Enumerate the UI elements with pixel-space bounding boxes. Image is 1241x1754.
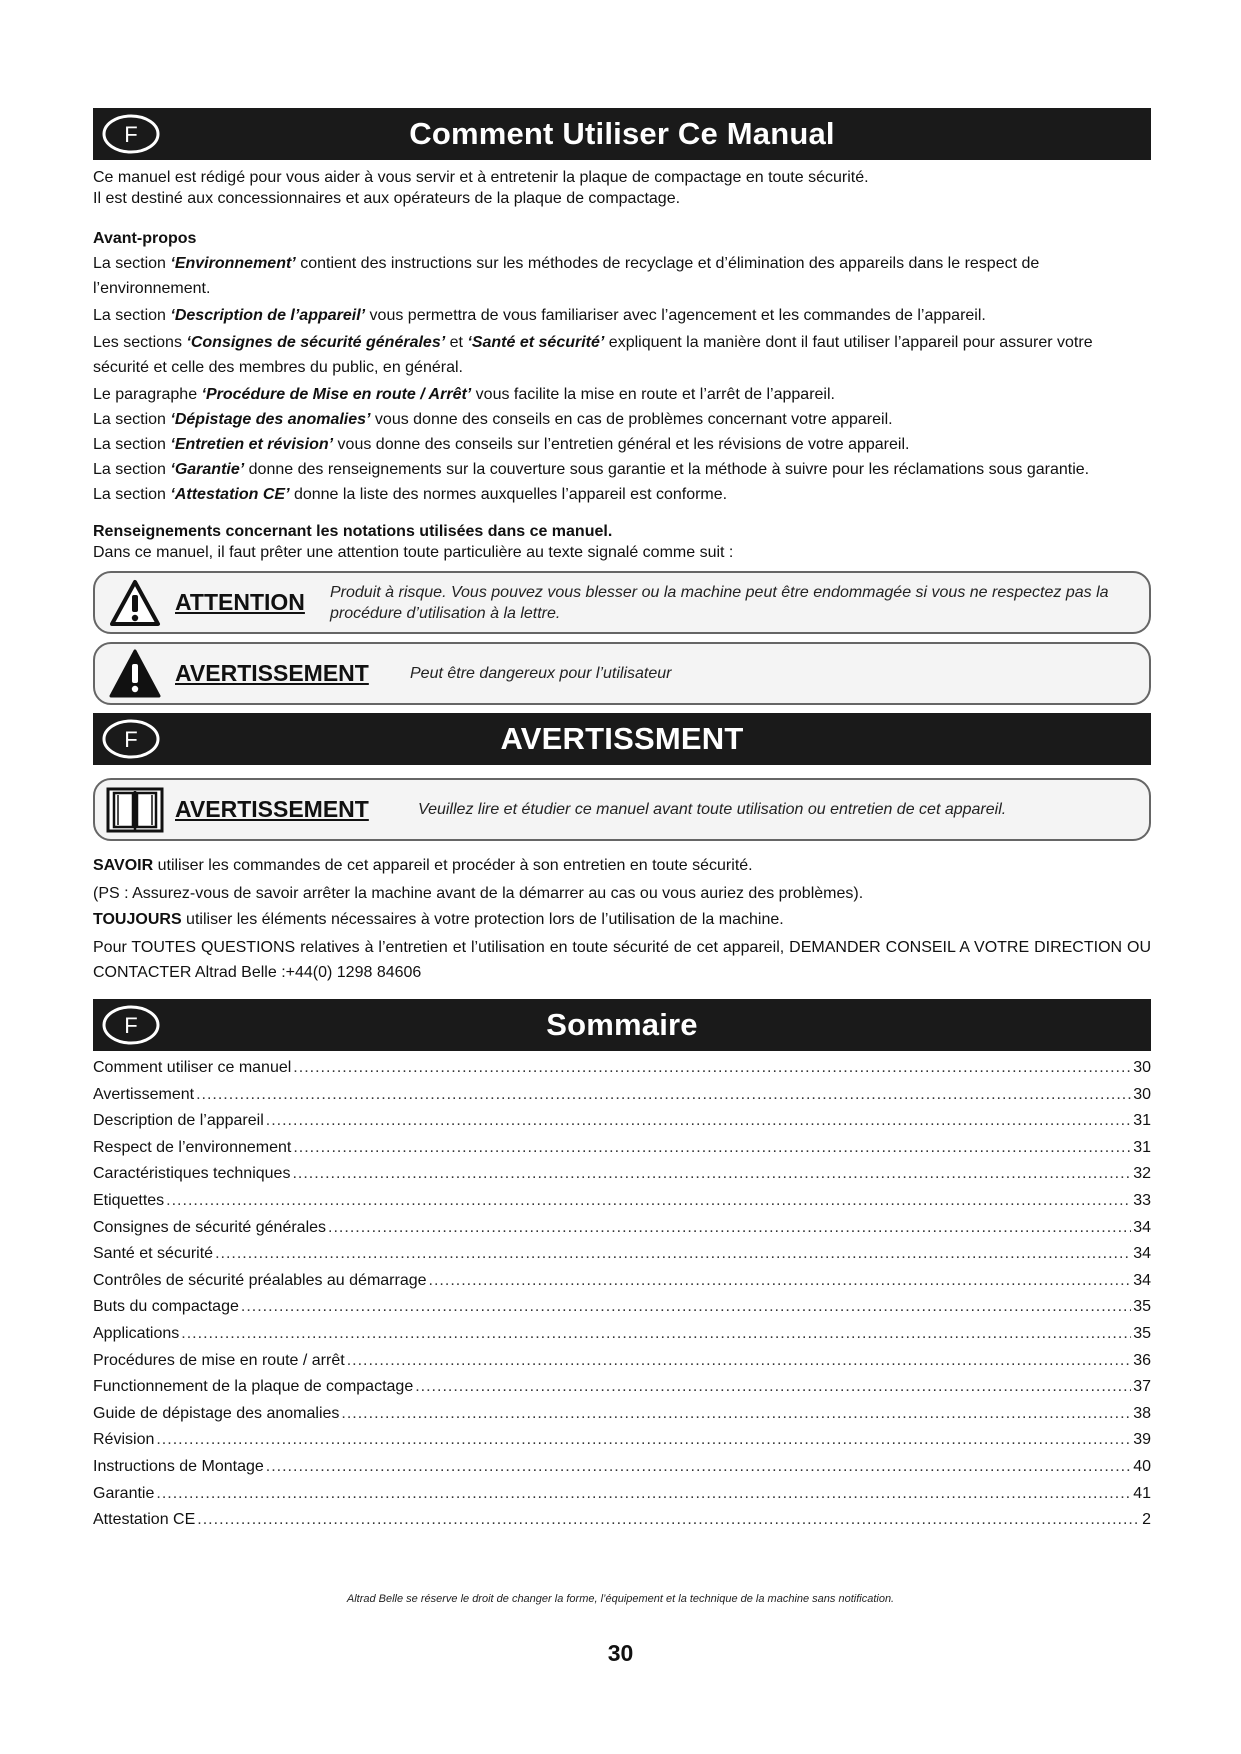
toc-entry-page: 30	[1133, 1059, 1151, 1076]
toc-entry-page: 36	[1133, 1351, 1151, 1369]
toc-entry[interactable]	[93, 1378, 1151, 1405]
toc-entry-page: 38	[1133, 1404, 1151, 1422]
warning-triangle-icon	[109, 649, 161, 699]
manual-page	[93, 108, 1151, 1538]
toc-leader-dots	[429, 1272, 1132, 1290]
intro-text: Ce manuel est rédigé pour vous aider à vous servir et à entretenir la plaque de compactage en toute sécurité. Il est destiné aux concessionnaires et aux opérateurs de la plaque de compactage.	[93, 169, 869, 207]
toc-leader-dots	[166, 1192, 1131, 1210]
notations-text: Dans ce manuel, il faut prêter une attention toute particulière au texte signalé comme suit :	[93, 544, 734, 561]
toc-entry-label: Avertissement	[93, 1085, 195, 1103]
toc-entry-label: Respect de l’environnement	[93, 1138, 292, 1156]
toc-entry[interactable]	[93, 1059, 1151, 1086]
footer-disclaimer: Altrad Belle se réserve le droit de changer la forme, l’équipement et la technique de la machine sans notification.	[346, 1593, 895, 1605]
foreword-item: Les sections ‘Consignes de sécurité générales’ et ‘Santé et sécurité’ expliquent la manière dont il faut utiliser l’appareil pour assurer votre sécurité et celle des membres du public, en général.	[93, 334, 1093, 376]
toc-entry-page: 40	[1133, 1457, 1151, 1475]
section-header-how-to-use	[93, 108, 1151, 160]
section-header-contents	[93, 999, 1151, 1051]
toc-leader-dots	[347, 1352, 1132, 1370]
toc-entry[interactable]	[93, 1325, 1151, 1352]
toc-entry-label: Functionnement de la plaque de compactage	[93, 1378, 414, 1396]
svg-text:F: F	[124, 122, 138, 147]
foreword-item: La section ‘Dépistage des anomalies’ vous donne des conseils en cas de problèmes concernant votre appareil.	[93, 411, 893, 428]
toc-entry-page: 35	[1133, 1324, 1151, 1342]
toc-entry-page: 31	[1133, 1112, 1151, 1130]
manual-warning-text: Veuillez lire et étudier ce manuel avant toute utilisation ou entretien de cet appareil.	[418, 801, 1007, 818]
toc-entry[interactable]	[93, 1112, 1151, 1139]
france-language-badge-icon	[101, 718, 161, 760]
toc-leader-dots	[215, 1245, 1131, 1263]
toc-entry[interactable]	[93, 1192, 1151, 1219]
attention-text: Produit à risque. Vous pouvez vous blesser ou la machine peut être endommagée si vous ne respectez pas la procédure d’utilisation à la lettre.	[330, 583, 1109, 622]
toc-leader-dots	[293, 1139, 1131, 1157]
table-of-contents	[93, 1059, 1151, 1538]
foreword-item: La section ‘Entretien et révision’ vous donne des conseils sur l’entretien général et les révisions de votre appareil.	[93, 436, 910, 453]
toc-entry[interactable]	[93, 1272, 1151, 1299]
toc-entry-label: Etiquettes	[93, 1191, 165, 1209]
toc-entry-page: 2	[1142, 1511, 1151, 1529]
toc-leader-dots	[415, 1378, 1131, 1396]
warning-text: Peut être dangereux pour l’utilisateur	[410, 665, 672, 682]
toc-entry-label: Santé et sécurité	[93, 1245, 214, 1263]
toc-leader-dots	[266, 1458, 1131, 1476]
section-title: Comment Utiliser Ce Manual	[409, 116, 835, 151]
foreword-item: La section ‘Description de l’appareil’ vous permettra de vous familiariser avec l’agencement et les commandes de l’appareil.	[93, 307, 986, 324]
manual-warning-label: AVERTISSEMENT	[175, 796, 369, 822]
toc-entry[interactable]	[93, 1219, 1151, 1246]
attention-label: ATTENTION	[175, 589, 305, 615]
toc-entry[interactable]	[93, 1405, 1151, 1432]
foreword-item: La section ‘Attestation CE’ donne la liste des normes auxquelles l’appareil est conforme.	[93, 486, 728, 503]
svg-text:F: F	[124, 1013, 138, 1038]
toc-entry-page: 39	[1133, 1431, 1151, 1449]
toc-entry-label: Garantie	[93, 1484, 155, 1502]
toc-entry-label: Description de l’appareil	[93, 1112, 264, 1130]
toc-entry-page: 37	[1133, 1378, 1151, 1396]
toc-entry-label: Attestation CE	[93, 1511, 196, 1529]
attention-notice	[93, 571, 1151, 634]
toc-entry-label: Comment utiliser ce manuel	[93, 1059, 292, 1076]
toc-entry-page: 41	[1133, 1484, 1151, 1502]
toc-leader-dots	[156, 1485, 1131, 1503]
toc-entry-label: Consignes de sécurité générales	[93, 1218, 327, 1236]
toc-entry-page: 30	[1133, 1085, 1151, 1103]
toc-leader-dots	[181, 1325, 1131, 1343]
svg-text:F: F	[124, 727, 138, 752]
toc-entry[interactable]	[93, 1086, 1151, 1113]
book-icon	[106, 785, 164, 835]
france-language-badge-icon	[101, 113, 161, 155]
toc-entry-label: Révision	[93, 1431, 155, 1449]
toc-entry[interactable]	[93, 1458, 1151, 1485]
toc-entry-label: Buts du compactage	[93, 1298, 239, 1316]
notations-heading: Renseignements concernant les notations utilisées dans ce manuel.	[93, 523, 613, 540]
foreword-item: La section ‘Garantie’ donne des renseignements sur la couverture sous garantie et la méthode à suivre pour les réclamations sous garantie.	[93, 461, 1090, 478]
toc-entry[interactable]	[93, 1245, 1151, 1272]
toc-entry-page: 34	[1133, 1271, 1151, 1289]
toc-entry-page: 35	[1133, 1298, 1151, 1316]
section-title: Sommaire	[546, 1007, 698, 1042]
toc-entry[interactable]	[93, 1511, 1151, 1538]
toc-entry-page: 34	[1133, 1218, 1151, 1236]
foreword-item: La section ‘Environnement’ contient des instructions sur les méthodes de recyclage et d’élimination des appareils dans le respect de l’environnement.	[93, 255, 1040, 297]
warning-instructions: SAVOIR utiliser les commandes de cet appareil et procéder à son entretien en toute sécurité. (PS : Assurez-vous de savoir arrêter la machine avant de la démarrer au cas ou vous auriez des problèmes). TOUJOURS utiliser les éléments nécessaires à votre protection lors de l’utilisation de la machine. Pour TOUTES QUESTIONS relatives à l’entretien et l’utilisation en toute sécurité de cet appareil, DEMANDER CONSEIL A VOTRE DIRECTION OU CONTACTER Altrad Belle :+44(0) 1298 84606	[93, 857, 1151, 981]
toc-entry-label: Procédures de mise en route / arrêt	[93, 1351, 345, 1369]
toc-leader-dots	[241, 1298, 1131, 1316]
foreword-list	[93, 251, 1151, 507]
foreword-heading: Avant-propos	[93, 230, 197, 247]
toc-entry-label: Applications	[93, 1324, 180, 1342]
section-header-warning	[93, 713, 1151, 765]
read-manual-notice	[93, 778, 1151, 841]
toc-entry-page: 33	[1133, 1191, 1151, 1209]
toc-entry-page: 32	[1133, 1165, 1151, 1183]
foreword-item: Le paragraphe ‘Procédure de Mise en route / Arrêt’ vous facilite la mise en route et l’arrêt de l’appareil.	[93, 386, 835, 403]
toc-leader-dots	[341, 1405, 1131, 1423]
toc-entry[interactable]	[93, 1165, 1151, 1192]
france-language-badge-icon	[101, 1004, 161, 1046]
toc-entry-label: Instructions de Montage	[93, 1457, 264, 1475]
toc-leader-dots	[266, 1112, 1131, 1130]
toc-entry[interactable]	[93, 1431, 1151, 1458]
page-number: 30	[607, 1640, 634, 1666]
toc-entry[interactable]	[93, 1298, 1151, 1325]
toc-entry[interactable]	[93, 1139, 1151, 1166]
toc-entry-label: Guide de dépistage des anomalies	[93, 1404, 340, 1422]
warning-label: AVERTISSEMENT	[175, 660, 369, 686]
toc-leader-dots	[328, 1219, 1131, 1237]
toc-leader-dots	[197, 1511, 1140, 1529]
toc-entry-page: 34	[1133, 1245, 1151, 1263]
section-title: AVERTISSMENT	[500, 721, 744, 756]
warning-notice	[93, 642, 1151, 705]
toc-leader-dots	[156, 1431, 1131, 1449]
toc-entry[interactable]	[93, 1485, 1151, 1512]
toc-leader-dots	[196, 1086, 1131, 1104]
toc-entry-label: Contrôles de sécurité préalables au démarrage	[93, 1271, 427, 1289]
toc-entry-page: 31	[1133, 1138, 1151, 1156]
toc-leader-dots	[293, 1059, 1131, 1077]
toc-entry[interactable]	[93, 1352, 1151, 1379]
toc-leader-dots	[292, 1165, 1131, 1183]
toc-entry-label: Caractéristiques techniques	[93, 1165, 291, 1183]
caution-triangle-icon	[109, 579, 161, 627]
